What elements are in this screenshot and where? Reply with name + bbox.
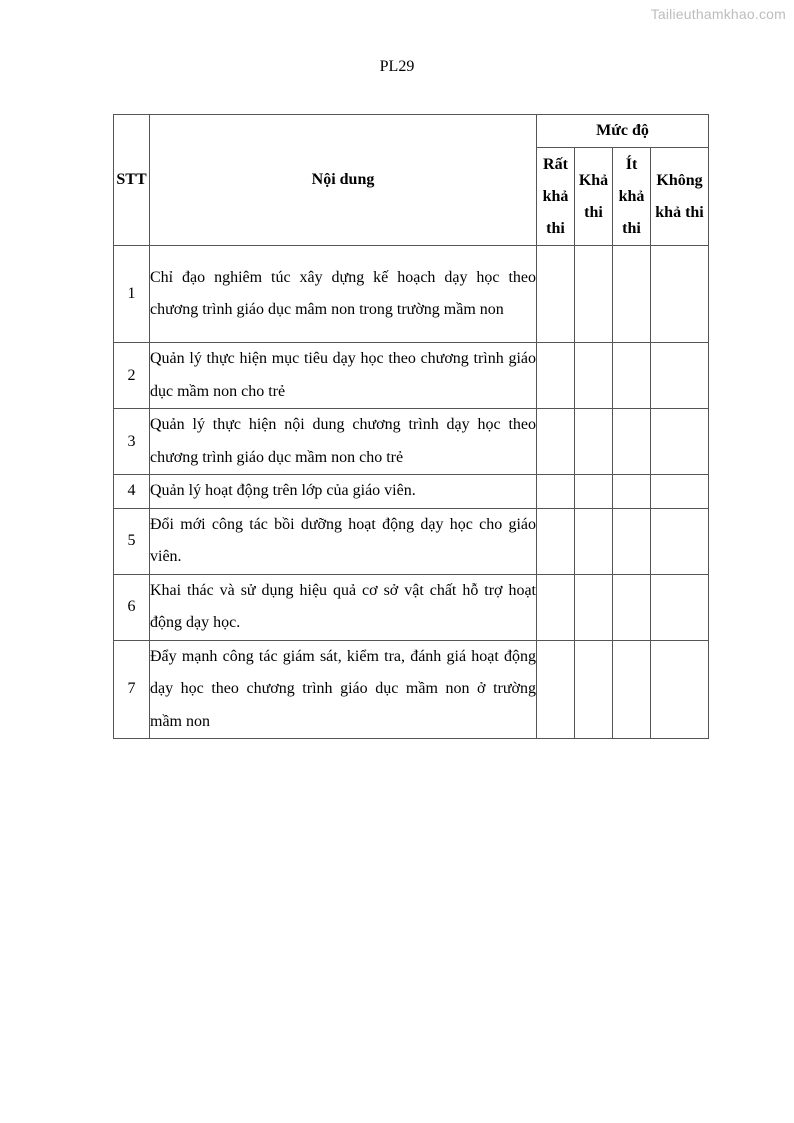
table-row	[114, 475, 709, 509]
row-content: Khai thác và sử dụng hiệu quả cơ sở vật chất hỗ trợ hoạt động dạy học.	[150, 574, 537, 640]
header-level: Mức độ	[537, 115, 709, 148]
check-cell[interactable]	[575, 574, 613, 640]
header-line: khả	[542, 187, 569, 205]
check-cell[interactable]	[613, 574, 651, 640]
check-cell[interactable]	[613, 343, 651, 409]
row-content: Quản lý hoạt động trên lớp của giáo viên.	[150, 475, 537, 509]
header-less-feasible	[613, 148, 651, 246]
check-cell[interactable]	[613, 246, 651, 343]
check-cell[interactable]	[575, 409, 613, 475]
check-cell[interactable]	[651, 475, 709, 509]
header-very-feasible	[537, 148, 575, 246]
row-number: 7	[114, 640, 150, 739]
check-cell[interactable]	[575, 508, 613, 574]
table-row	[114, 508, 709, 574]
survey-table	[113, 114, 709, 739]
check-cell[interactable]	[537, 475, 575, 509]
table-row	[114, 640, 709, 739]
check-cell[interactable]	[575, 343, 613, 409]
check-cell[interactable]	[537, 640, 575, 739]
check-cell[interactable]	[537, 246, 575, 343]
header-stt: STT	[114, 115, 150, 246]
table-row	[114, 343, 709, 409]
check-cell[interactable]	[537, 574, 575, 640]
row-number: 3	[114, 409, 150, 475]
check-cell[interactable]	[575, 640, 613, 739]
check-cell[interactable]	[651, 343, 709, 409]
header-not-feasible	[651, 148, 709, 246]
row-number: 4	[114, 475, 150, 509]
check-cell[interactable]	[537, 343, 575, 409]
check-cell[interactable]	[651, 246, 709, 343]
row-content: Đổi mới công tác bồi dưỡng hoạt động dạy học cho giáo viên.	[150, 508, 537, 574]
check-cell[interactable]	[575, 246, 613, 343]
header-line: Rất	[543, 155, 568, 173]
check-cell[interactable]	[537, 409, 575, 475]
check-cell[interactable]	[651, 574, 709, 640]
row-number: 1	[114, 246, 150, 343]
check-cell[interactable]	[651, 640, 709, 739]
watermark: Tailieuthamkhao.com	[650, 6, 786, 22]
header-line: Khả	[578, 171, 609, 189]
header-line: thi	[546, 219, 565, 237]
header-line: khả thi	[655, 203, 704, 221]
check-cell[interactable]	[537, 508, 575, 574]
header-feasible	[575, 148, 613, 246]
row-content: Quản lý thực hiện nội dung chương trình dạy học theo chương trình giáo dục mầm non cho trẻ	[150, 409, 537, 475]
header-line: thi	[584, 203, 603, 221]
page-number: PL29	[379, 58, 415, 75]
header-content: Nội dung	[150, 115, 537, 246]
header-line: Ít	[625, 155, 638, 173]
check-cell[interactable]	[613, 508, 651, 574]
row-number: 5	[114, 508, 150, 574]
row-content: Quản lý thực hiện mục tiêu dạy học theo chương trình giáo dục mầm non cho trẻ	[150, 343, 537, 409]
header-line: khả	[618, 187, 645, 205]
check-cell[interactable]	[575, 475, 613, 509]
row-content: Đẩy mạnh công tác giám sát, kiểm tra, đánh giá hoạt động dạy học theo chương trình giáo dục mầm non ở trường mầm non	[150, 640, 537, 739]
row-number: 2	[114, 343, 150, 409]
check-cell[interactable]	[613, 640, 651, 739]
check-cell[interactable]	[651, 409, 709, 475]
row-number: 6	[114, 574, 150, 640]
table-row	[114, 409, 709, 475]
header-line: thi	[622, 219, 641, 237]
check-cell[interactable]	[651, 508, 709, 574]
check-cell[interactable]	[613, 409, 651, 475]
header-line: Không	[656, 171, 703, 189]
table-row	[114, 574, 709, 640]
row-content: Chỉ đạo nghiêm túc xây dựng kế hoạch dạy học theo chương trình giáo dục mâm non trong trường mầm non	[150, 246, 537, 343]
table-row	[114, 246, 709, 343]
check-cell[interactable]	[613, 475, 651, 509]
